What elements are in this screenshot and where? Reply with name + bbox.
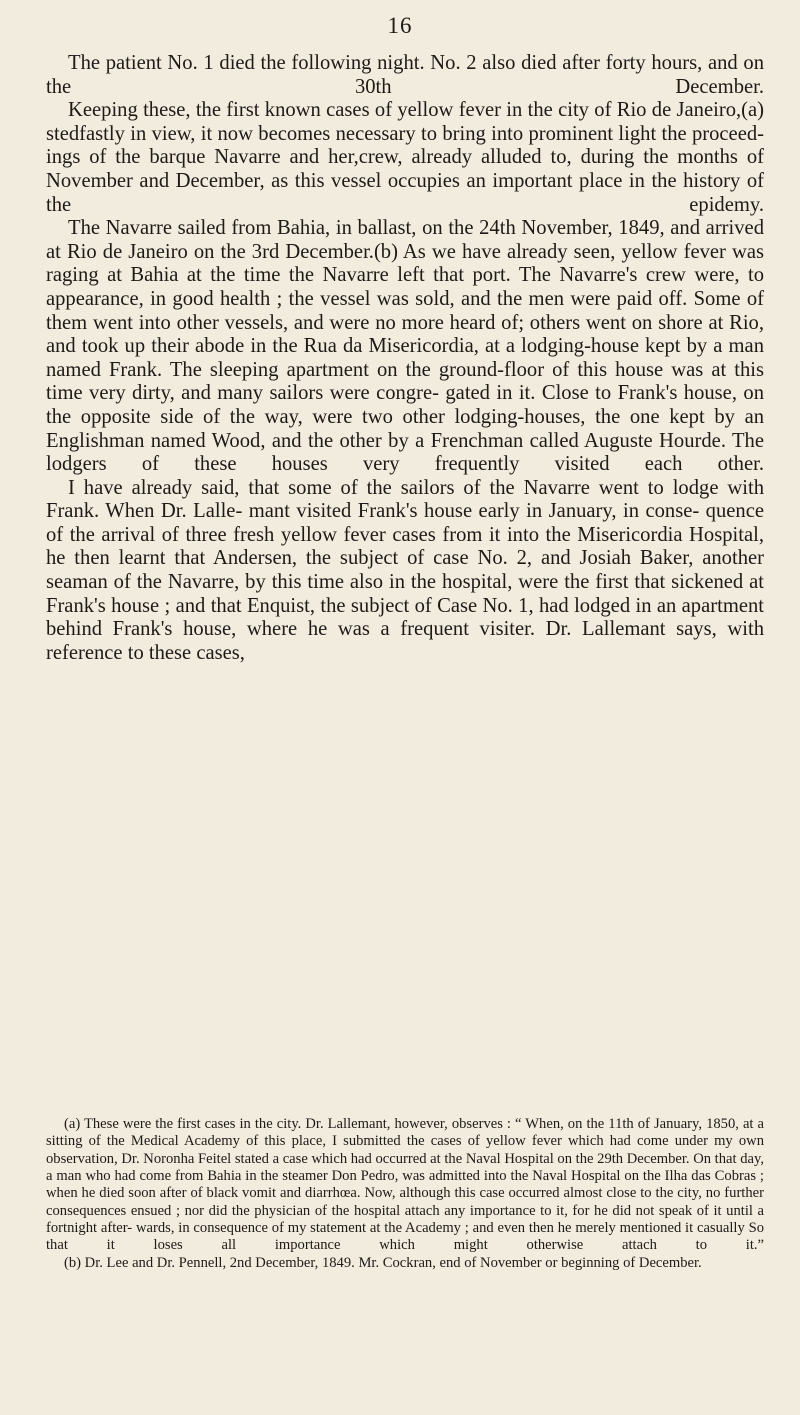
footnote-a: (a) These were the first cases in the city. Dr. Lallemant, however, observes : “ When, on the 11th of January, 1850, at a sitting of the Medical Academy of this place, I submitted the cases of yellow fever which had come under my own observation, Dr. Noronha Feitel stated a case which had occurred at the Naval Hospital on the 29th December. On that day, a man who had come from Bahia in the steamer Don Pedro, was admitted into the Naval Hospital on the Ilha das Cobras ; when he died soon after of black vomit and diarrhœa. Now, although this case occurred almost close to the city, no further consequences ensued ; nor did the physician of the hospital attach any importance to it, for he did not speak of it until a fortnight after- wards, in consequence of my statement at the Academy ; and even then he merely mentioned it casually So that it loses all importance which might otherwise attach to it.” (46, 1116, 764, 1254)
paragraph-4: I have already said, that some of the sailors of the Navarre went to lodge with Frank. When Dr. Lalle- mant visited Frank's house early in January, in conse- quence of the arrival of three fresh yellow fever cases from it into the Misericordia Hospital, he then learnt that Andersen, the subject of case No. 2, and Josiah Baker, another seaman of the Navarre, by this time also in the hospital, were the first that sickened at Frank's house ; and that Enquist, the subject of Case No. 1, had lodged in an apartment behind Frank's house, where he was a frequent visiter. Dr. Lallemant says, with reference to these cases, (46, 476, 764, 664)
main-text (46, 52, 764, 665)
paragraph-3: The Navarre sailed from Bahia, in ballast, on the 24th November, 1849, and arrived at Rio de Janeiro on the 3rd December.(b) As we have already seen, yellow fever was raging at Bahia at the time the Navarre left that port. The Navarre's crew were, to appearance, in good health ; the vessel was sold, and the men were paid off. Some of them went into other vessels, and were no more heard of; others went on shore at Rio, and took up their abode in the Rua da Misericordia, at a lodging-house kept by a man named Frank. The sleeping apartment on the ground-floor of this house was at this time very dirty, and many sailors were congre- gated in it. Close to Frank's house, on the opposite side of the way, were two other lodging-houses, the one kept by an Englishman named Wood, and the other by a Frenchman called Auguste Hourde. The lodgers of these houses very frequently visited each other. (46, 217, 764, 476)
paragraph-2: Keeping these, the first known cases of yellow fever in the city of Rio de Janeiro,(a) stedfastly in view, it now becomes necessary to bring into prominent light the proceed- ings of the barque Navarre and her,crew, already alluded to, during the months of November and December, as this vessel occupies an important place in the history of the epidemy. (46, 99, 764, 216)
footnote-b: (b) Dr. Lee and Dr. Pennell, 2nd December, 1849. Mr. Cockran, end of November or beginning of December. (64, 1254, 702, 1271)
paragraph-1: The patient No. 1 died the following night. No. 2 also died after forty hours, and on the 30th December. (46, 52, 764, 98)
footnotes (46, 1116, 764, 1272)
page-number: 16 (387, 13, 413, 38)
